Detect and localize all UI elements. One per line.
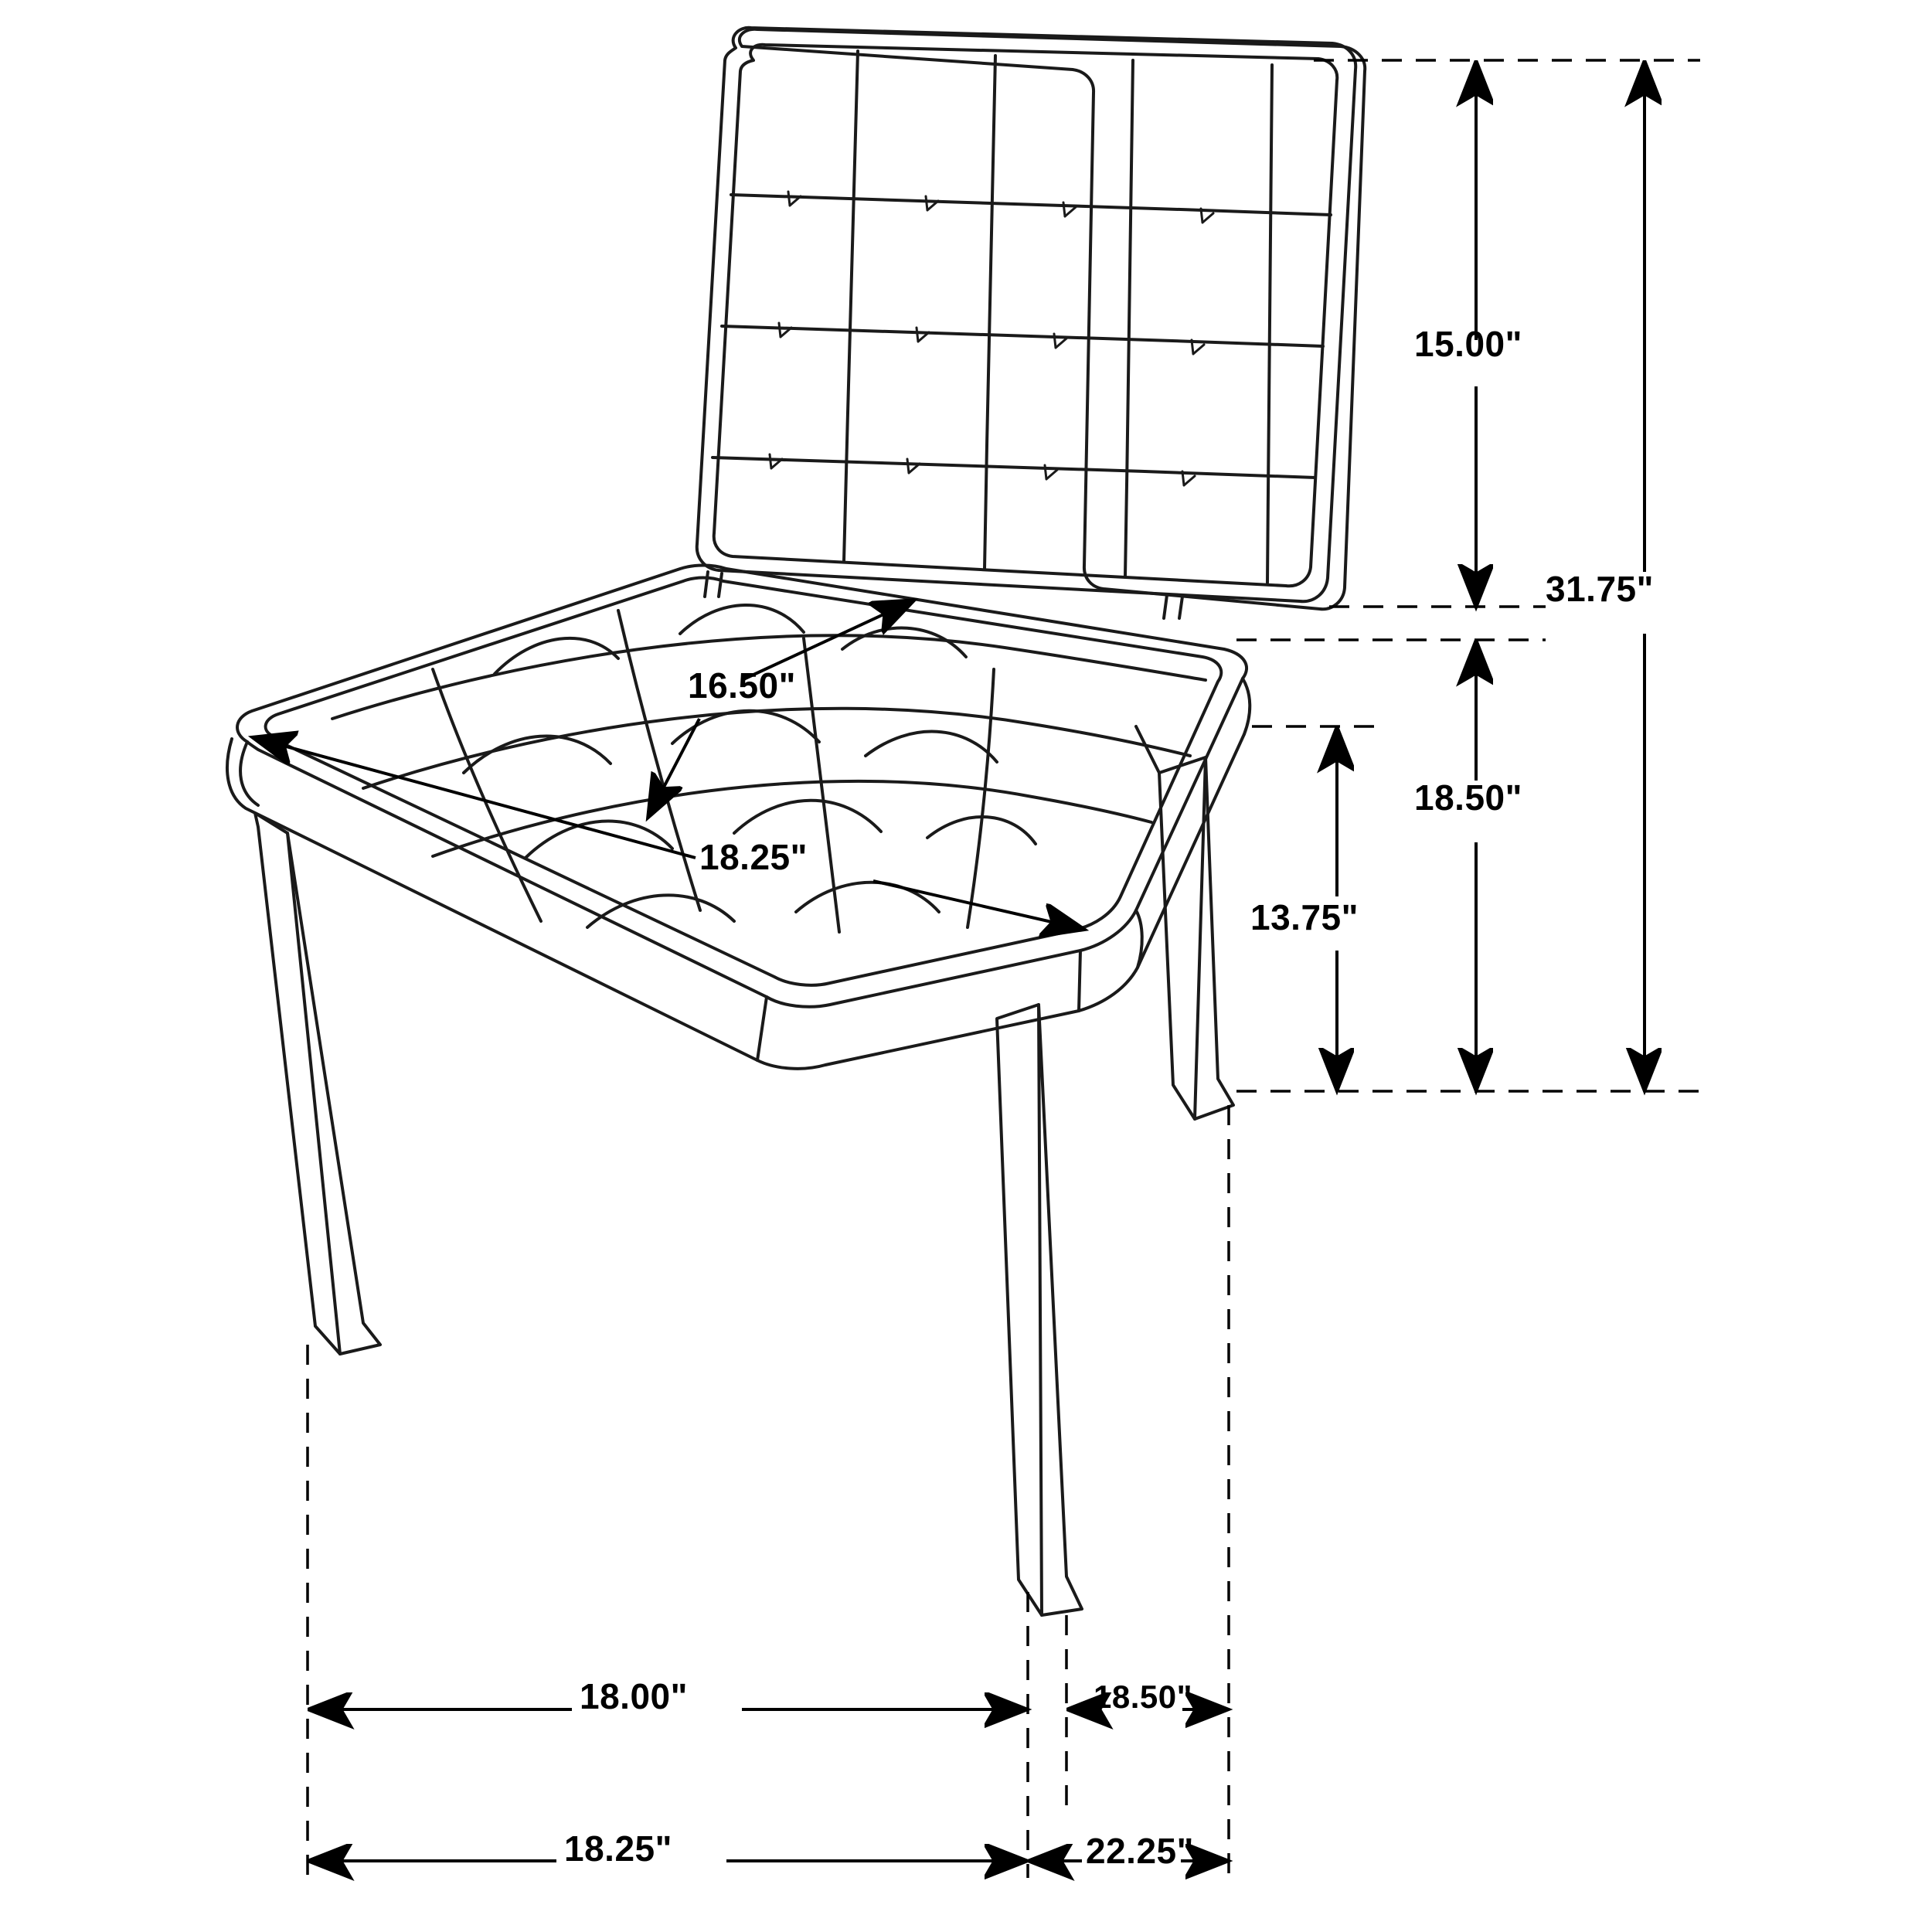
dim-label-side-leg-span: 18.50" [1094, 1679, 1193, 1715]
chair-backrest [697, 28, 1365, 609]
dim-label-seat-back-height: 18.50" [1414, 777, 1522, 818]
dim-label-back-height: 15.00" [1414, 324, 1522, 364]
dim-label-overall-height: 31.75" [1546, 569, 1654, 609]
dim-label-seat-depth: 16.50" [688, 665, 796, 706]
dim-line-seat-width [255, 738, 1082, 929]
chair-seat [227, 566, 1250, 1069]
dim-label-front-leg-span: 18.00" [580, 1676, 688, 1716]
dim-label-overall-width: 18.25" [564, 1828, 672, 1869]
dim-label-overall-depth: 22.25" [1086, 1831, 1194, 1871]
dim-label-seat-height: 13.75" [1250, 897, 1359, 937]
dim-label-seat-width: 18.25" [699, 837, 808, 877]
